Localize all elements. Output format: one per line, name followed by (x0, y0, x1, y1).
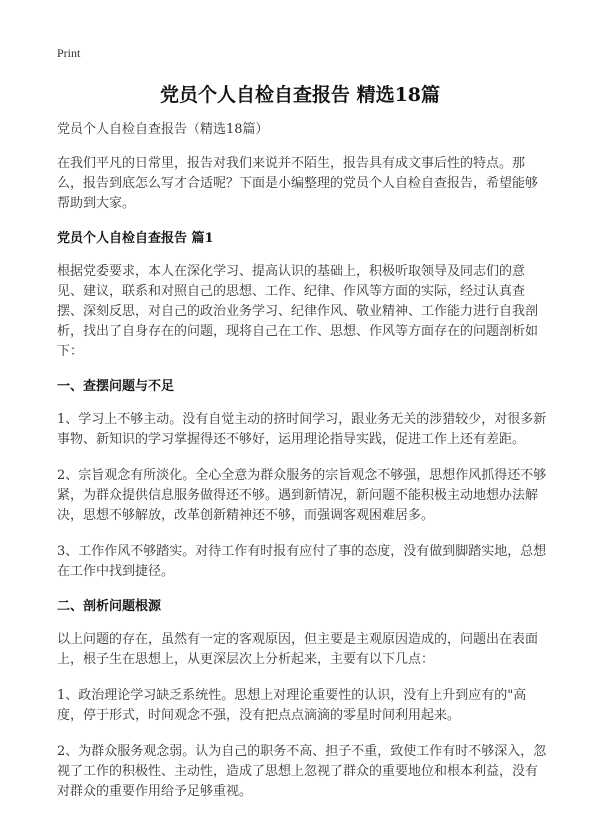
document-body (57, 120, 550, 818)
heading-problems: 一、查摆问题与不足 (57, 379, 175, 394)
list-item: 1、政治理论学习缺乏系统性。思想上对理论重要性的认识，没有上升到应有的"高度，停于形式，时间观念不强，没有把点点滴滴的零星时间利用起来。 (57, 688, 527, 723)
section-heading: 党员个人自检自查报告 篇1 (57, 231, 214, 246)
paragraph: 以上问题的存在，虽然有一定的客观原因，但主要是主观原因造成的，问题出在表面上，根子生在思想上，从更深层次上分析起来，主要有以下几点： (57, 632, 539, 667)
list-item: 2、宗旨观念有所淡化。全心全意为群众服务的宗旨观念不够强，思想作风抓得还不够紧，为群众提供信息服务做得还不够。遇到新情况，新问题不能积极主动地想办法解决，思想不够解放，改革创新精神还不够，而强调客观困难居多。 (57, 468, 547, 523)
intro-paragraph: 在我们平凡的日常里，报告对我们来说并不陌生，报告具有成文事后性的特点。那么，报告到底怎么写才合适呢？下面是小编整理的党员个人自检自查报告，希望能够帮助到大家。 (57, 156, 539, 211)
document-title: 党员个人自检自查报告 精选18篇 (159, 84, 441, 106)
heading-analysis: 二、剖析问题根源 (57, 599, 162, 614)
paragraph: 根据党委要求，本人在深化学习、提高认识的基础上，积极听取领导及同志们的意见、建议，联系和对照自己的思想、工作、纪律、作风等方面的实际，经过认真查摆、深刻反思，对自己的政治业务学习、纪律作风、敬业精神、工作能力进行自我剖析，找出了自身存在的问题，现将自己在工作、思想、作风等方面存在的问题剖析如下： (57, 264, 539, 359)
document-subtitle: 党员个人自检自查报告（精选18篇） (57, 122, 269, 137)
list-item: 2、为群众服务观念弱。认为自己的职务不高、担子不重，致使工作有时不够深入，忽视了工作的积极性、主动性，造成了思想上忽视了群众的重要地位和根本利益，没有对群众的重要作用给予足够重视。 (57, 744, 547, 799)
list-item: 3、工作作风不够踏实。对待工作有时报有应付了事的态度，没有做到脚踏实地，总想在工作中找到捷径。 (57, 544, 547, 579)
list-item: 1、学习上不够主动。没有自觉主动的挤时间学习，跟业务无关的涉猎较少，对很多新事物、新知识的学习掌握得还不够好，运用理论指导实践，促进工作上还有差距。 (57, 412, 547, 447)
print-label[interactable]: Print (57, 46, 81, 60)
